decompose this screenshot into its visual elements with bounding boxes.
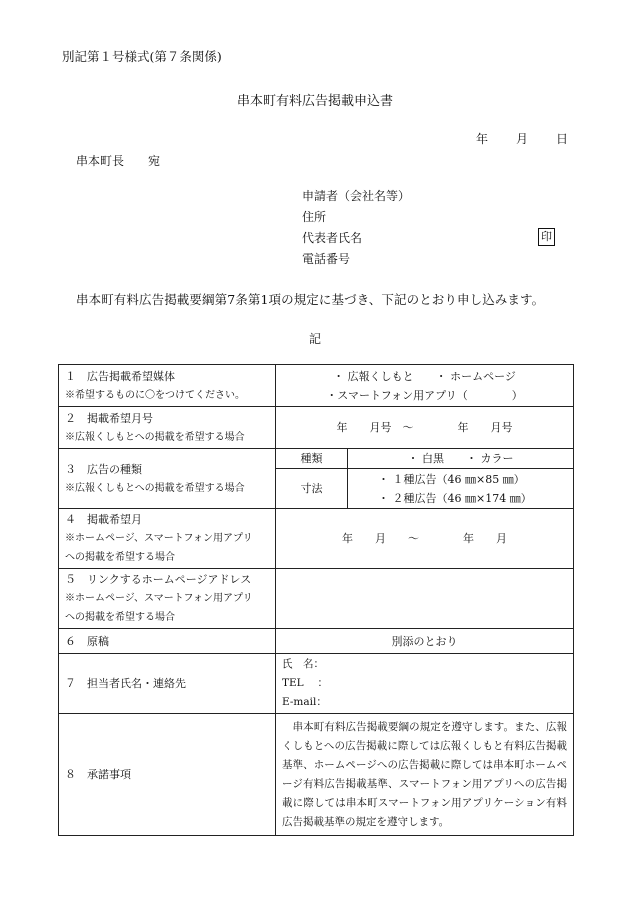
document-title: 串本町有料広告掲載申込書 — [236, 94, 393, 109]
media-options-cell[interactable] — [276, 365, 574, 407]
applicant-company-label: 申請者（会社名等） — [302, 189, 411, 203]
contact-tel-field: TEL ： — [282, 677, 328, 689]
manuscript-value: 別添のとおり — [391, 634, 458, 648]
link-url-note-1: ※ホームページ、スマートフォン用アプリ — [65, 593, 253, 604]
intro-statement: 串本町有料広告掲載要綱第7条第1項の規定に基づき、下記のとおり申し込みます。 — [76, 292, 545, 307]
seal-mark: 印 — [538, 228, 555, 246]
size-label-cell — [276, 469, 348, 509]
kind-value: ・ 白黒 ・ カラー — [407, 452, 514, 465]
consent-text-cell — [276, 714, 574, 836]
issue-note: ※広報くしもとへの掲載を希望する場合 — [65, 431, 245, 443]
size-value-cell[interactable] — [348, 469, 574, 509]
media-option-line1: ・ 広報くしもと ・ ホームページ — [333, 369, 516, 383]
size-option-2: ・ ２種広告（46 ㎜×174 ㎜） — [378, 491, 532, 505]
ad-type-note: ※広報くしもとへの掲載を希望する場合 — [65, 482, 245, 494]
web-month-note-1: ※ホームページ、スマートフォン用アプリ — [65, 533, 253, 544]
contact-label: ７ 担当者氏名・連絡先 — [65, 677, 186, 690]
ki-heading: 記 — [308, 332, 321, 346]
manuscript-label: ６ 原稿 — [65, 634, 109, 648]
kind-label-cell — [276, 449, 348, 469]
contact-label-cell — [59, 654, 276, 714]
consent-label-cell — [59, 714, 276, 836]
table-row-issue — [59, 407, 574, 449]
manuscript-label-cell — [59, 629, 276, 654]
table-row-consent — [59, 714, 574, 836]
table-row-link-url — [59, 569, 574, 629]
issue-value: 年 月号 ～ 年 月号 — [336, 421, 513, 434]
form-number: 別記第１号様式(第７条関係) — [62, 49, 222, 64]
manuscript-value-cell[interactable] — [276, 629, 574, 654]
contact-email-field: E-mail： — [282, 696, 327, 708]
table-row-ad-type-kind — [59, 449, 574, 469]
applicant-representative-label: 代表者氏名 — [302, 231, 363, 245]
consent-text: 串本町有料広告掲載要綱の規定を遵守します。また、広報くしもとへの広告掲載に際しては広報くしもと有料広告掲載基準、ホームページへの広告掲載に際しては串本町ホームページ有料広告掲載基準、スマートフォン用アプリへの広告掲載に際しては串本町スマートフォン用アプリケーション有料広告掲載基準の規定を遵守します。 — [282, 720, 567, 828]
consent-label: ８ 承諾事項 — [65, 768, 131, 781]
web-month-value-cell[interactable] — [276, 509, 574, 569]
link-url-label-cell — [59, 569, 276, 629]
contact-value-cell[interactable] — [276, 654, 574, 714]
ad-type-label-cell — [59, 449, 276, 509]
table-row-contact — [59, 654, 574, 714]
kind-value-cell[interactable] — [348, 449, 574, 469]
issue-label: ２ 掲載希望月号 — [65, 411, 153, 425]
table-row-media — [59, 365, 574, 407]
addressee: 串本町長 宛 — [76, 154, 161, 168]
web-month-label: ４ 掲載希望月 — [65, 513, 142, 526]
link-url-note-2: への掲載を希望する場合 — [65, 612, 175, 623]
media-note: ※希望するものに〇をつけてください。 — [65, 389, 245, 401]
table-row-web-month — [59, 509, 574, 569]
size-label: 寸法 — [300, 482, 323, 495]
media-label-cell — [59, 365, 276, 407]
table-row-manuscript — [59, 629, 574, 654]
applicant-address-label: 住所 — [302, 210, 327, 224]
date-day-label: 日 — [556, 132, 569, 146]
date-month-label: 月 — [516, 132, 529, 146]
ad-type-label: ３ 広告の種類 — [65, 462, 142, 476]
issue-value-cell[interactable] — [276, 407, 574, 449]
date-year-label: 年 — [476, 132, 489, 146]
contact-name-field: 氏 名： — [282, 658, 324, 670]
applicant-phone-label: 電話番号 — [302, 252, 351, 266]
link-url-value-cell[interactable] — [276, 569, 574, 629]
web-month-value: 年 月 ～ 年 月 — [342, 532, 507, 545]
size-option-1: ・ １種広告（46 ㎜×85 ㎜） — [378, 472, 525, 486]
web-month-note-2: への掲載を希望する場合 — [65, 552, 175, 563]
application-table — [58, 364, 574, 836]
media-option-line2: ・スマートフォン用アプリ（ ） — [326, 388, 523, 402]
media-label: １ 広告掲載希望媒体 — [65, 369, 175, 383]
web-month-label-cell — [59, 509, 276, 569]
kind-label: 種類 — [300, 452, 323, 465]
link-url-label: ５ リンクするホームページアドレス — [65, 573, 252, 586]
issue-label-cell — [59, 407, 276, 449]
